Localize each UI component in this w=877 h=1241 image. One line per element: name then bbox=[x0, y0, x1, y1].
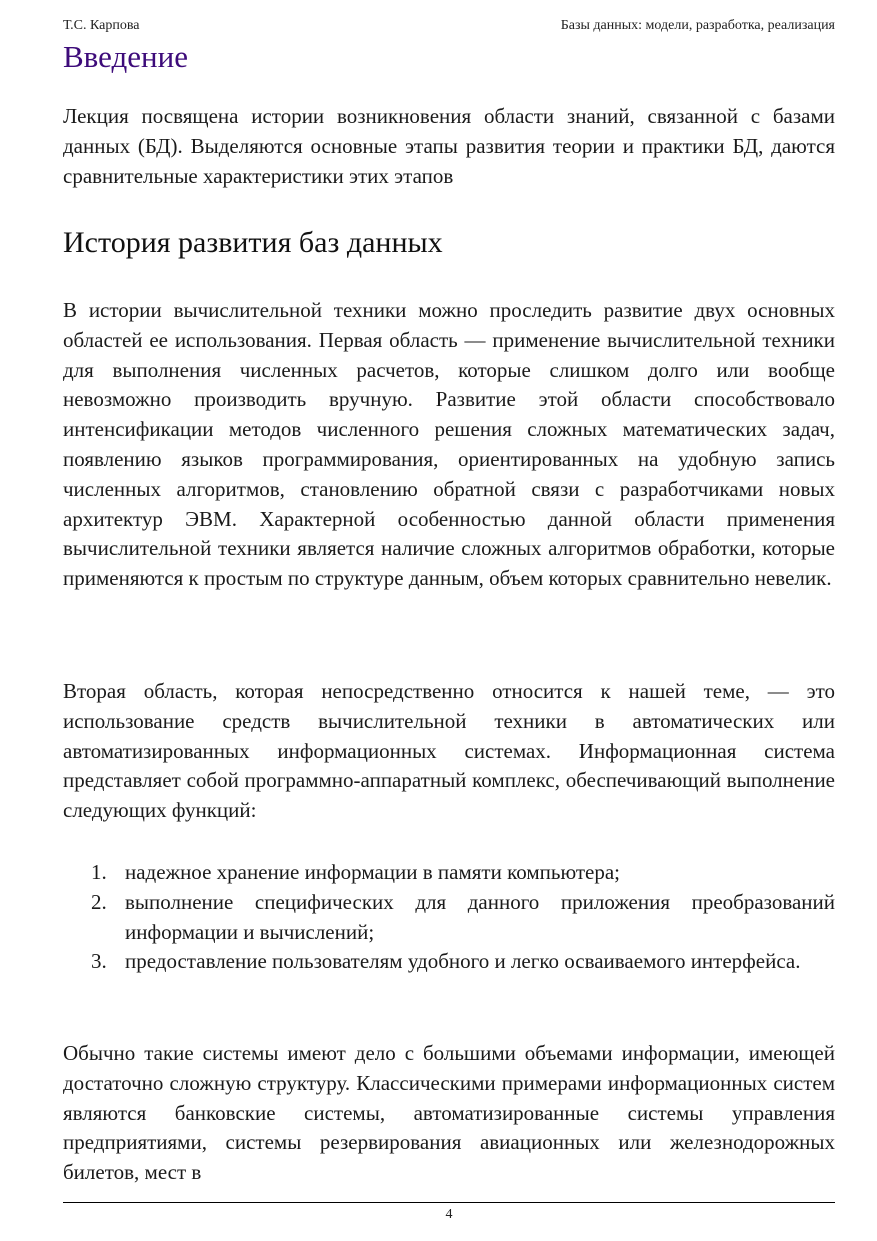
list-item bbox=[63, 888, 835, 948]
list-item-number: 1. bbox=[91, 860, 107, 884]
list-item bbox=[63, 947, 835, 977]
intro-heading: Введение bbox=[63, 39, 188, 74]
list-item-number: 3. bbox=[91, 949, 107, 974]
history-paragraph-1: В истории вычислительной техники можно проследить развитие двух основных областей ее использования. Первая область — применение вычислительной техники для выполнения численных расчетов, которые слишком долго или вообще невозможно производить вручную. Развитие этой области способствовало интенсификации методов численного решения сложных математических задач, появлению языков программирования, ориентированных на удобную запись численных алгоритмов, становлению обратной связи с разработчиками новых архитектур ЭВМ. Характерной особенностью данной области применения вычислительной техники является наличие сложных алгоритмов обработки, которые применяются к простым по структуре данным, объем которых сравнительно невелик. bbox=[63, 298, 835, 591]
history-paragraph-3: Обычно такие системы имеют дело с большими объемами информации, имеющей достаточно сложную структуру. Классическими примерами информационных систем являются банковские системы, автоматизированные системы управления предприятиями, системы резервирования авиационных или железнодорожных билетов, мест в bbox=[63, 1041, 835, 1185]
list-item-text: надежное хранение информации в памяти компьютера; bbox=[125, 860, 621, 884]
list-item bbox=[63, 858, 835, 888]
footer-divider bbox=[63, 1202, 835, 1203]
header-book-title: Базы данных: модели, разработка, реализация bbox=[560, 18, 835, 33]
page-number: 4 bbox=[445, 1207, 453, 1222]
functions-list bbox=[63, 858, 835, 977]
history-paragraph-2: Вторая область, которая непосредственно относится к нашей теме, — это использование средств вычислительной техники в автоматических или автоматизированных информационных системах. Информационная система представляет собой программно-аппаратный комплекс, обеспечивающий выполнение следующих функций: bbox=[63, 679, 835, 823]
list-item-text: предоставление пользователям удобного и легко осваиваемого интерфейса. bbox=[125, 949, 801, 974]
header-author: Т.С. Карпова bbox=[63, 18, 140, 33]
intro-paragraph: Лекция посвящена истории возникновения области знаний, связанной с базами данных (БД). Выделяются основные этапы развития теории и практики БД, даются сравнительные характеристики этих этапов bbox=[63, 104, 835, 188]
list-item-number: 2. bbox=[91, 889, 107, 914]
list-item-text: выполнение специфических для данного приложения преобразований информации и вычислений; bbox=[125, 889, 835, 944]
history-heading: История развития баз данных bbox=[63, 226, 443, 259]
document-page bbox=[63, 0, 835, 1241]
running-header bbox=[63, 17, 835, 35]
